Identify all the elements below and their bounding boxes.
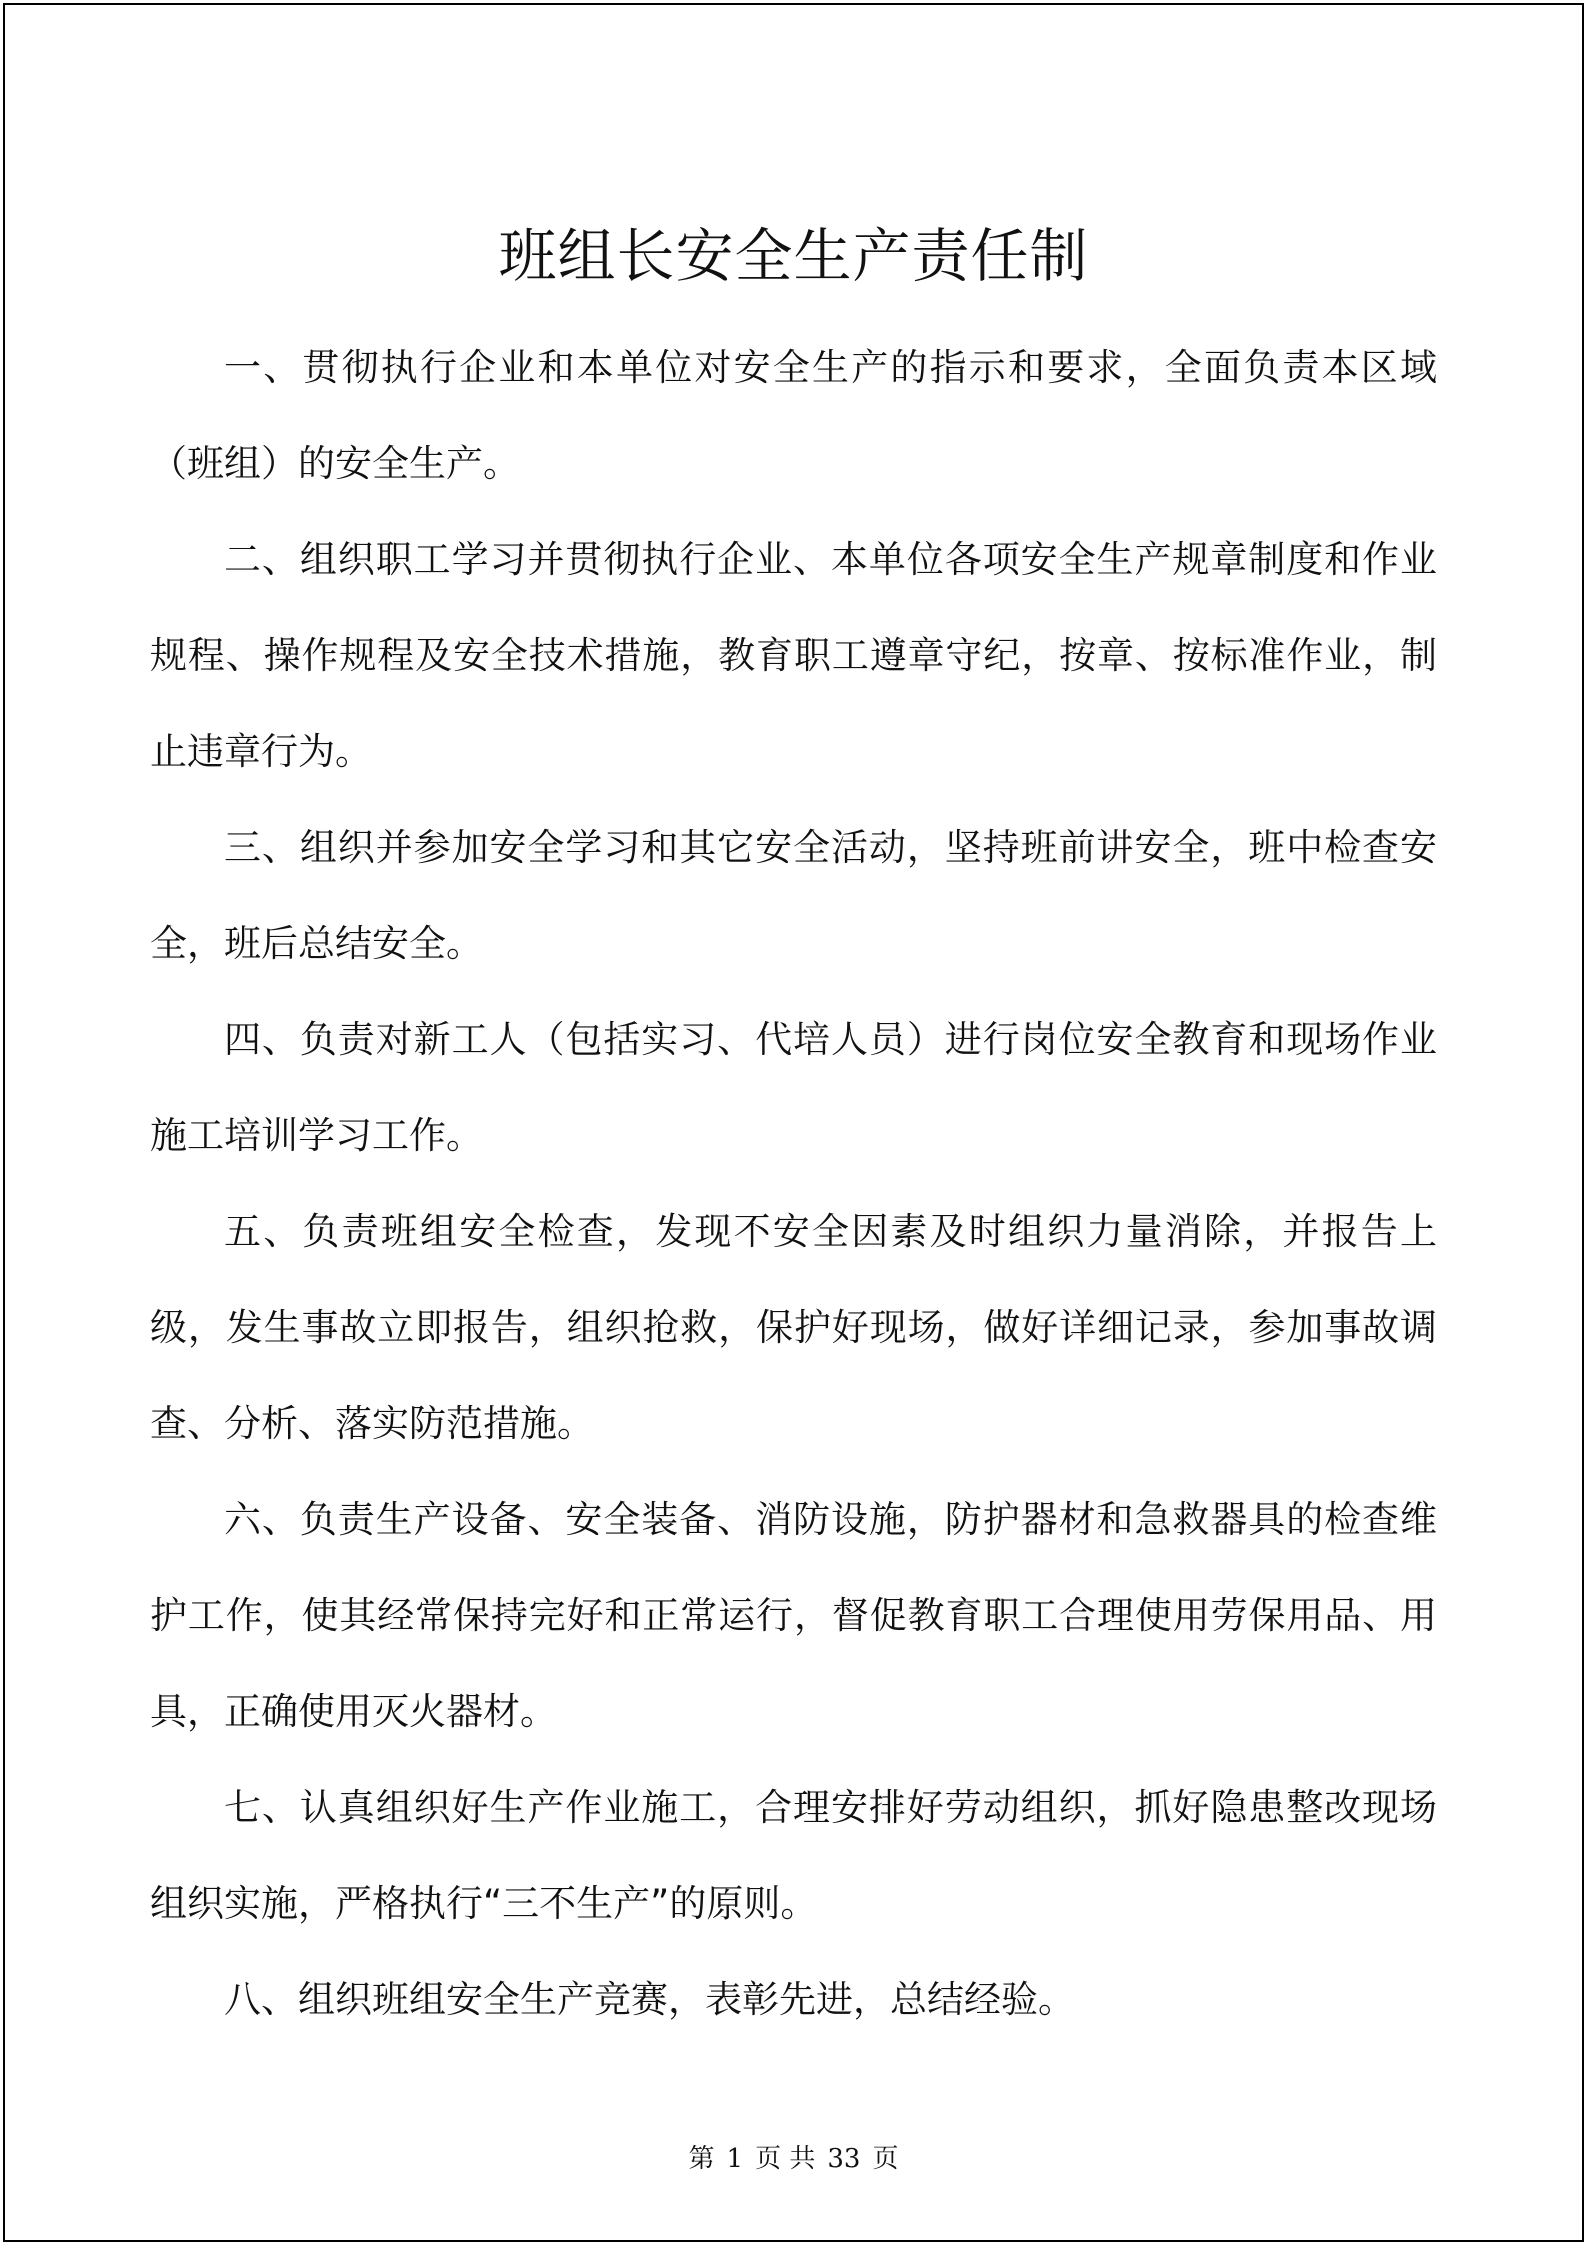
paragraph-1: 一、贯彻执行企业和本单位对安全生产的指示和要求，全面负责本区域（班组）的安全生产。: [150, 346, 1437, 485]
document-title: 班组长安全生产责任制: [498, 222, 1089, 290]
footer-label-end: 页: [872, 2144, 899, 2174]
footer-current-page: 1: [726, 2144, 744, 2174]
paragraph-6: 六、负责生产设备、安全装备、消防设施，防护器材和急救器具的检查维护工作，使其经常保持完好和正常运行，督促教育职工合理使用劳保用品、用具，正确使用灭火器材。: [150, 1498, 1437, 1733]
paragraph-4: 四、负责对新工人（包括实习、代培人员）进行岗位安全教育和现场作业施工培训学习工作。: [150, 1018, 1437, 1157]
footer-total-pages: 33: [827, 2144, 861, 2174]
paragraph-2: 二、组织职工学习并贯彻执行企业、本单位各项安全生产规章制度和作业规程、操作规程及安全技术措施，教育职工遵章守纪，按章、按标准作业，制止违章行为。: [150, 538, 1437, 773]
page-number-footer: [0, 2142, 1587, 2176]
footer-label-of: 页 共: [755, 2144, 816, 2174]
document-body: [150, 320, 1437, 2048]
paragraph-8: 八、组织班组安全生产竞赛，表彰先进，总结经验。: [224, 1978, 1075, 2021]
paragraph-7: 七、认真组织好生产作业施工，合理安排好劳动组织，抓好隐患整改现场组织实施，严格执行“三不生产”的原则。: [150, 1786, 1437, 1925]
paragraph-3: 三、组织并参加安全学习和其它安全活动，坚持班前讲安全，班中检查安全，班后总结安全。: [150, 826, 1437, 965]
paragraph-5: 五、负责班组安全检查，发现不安全因素及时组织力量消除，并报告上级，发生事故立即报告，组织抢救，保护好现场，做好详细记录，参加事故调查、分析、落实防范措施。: [150, 1210, 1437, 1445]
footer-label-page: 第: [688, 2144, 715, 2174]
